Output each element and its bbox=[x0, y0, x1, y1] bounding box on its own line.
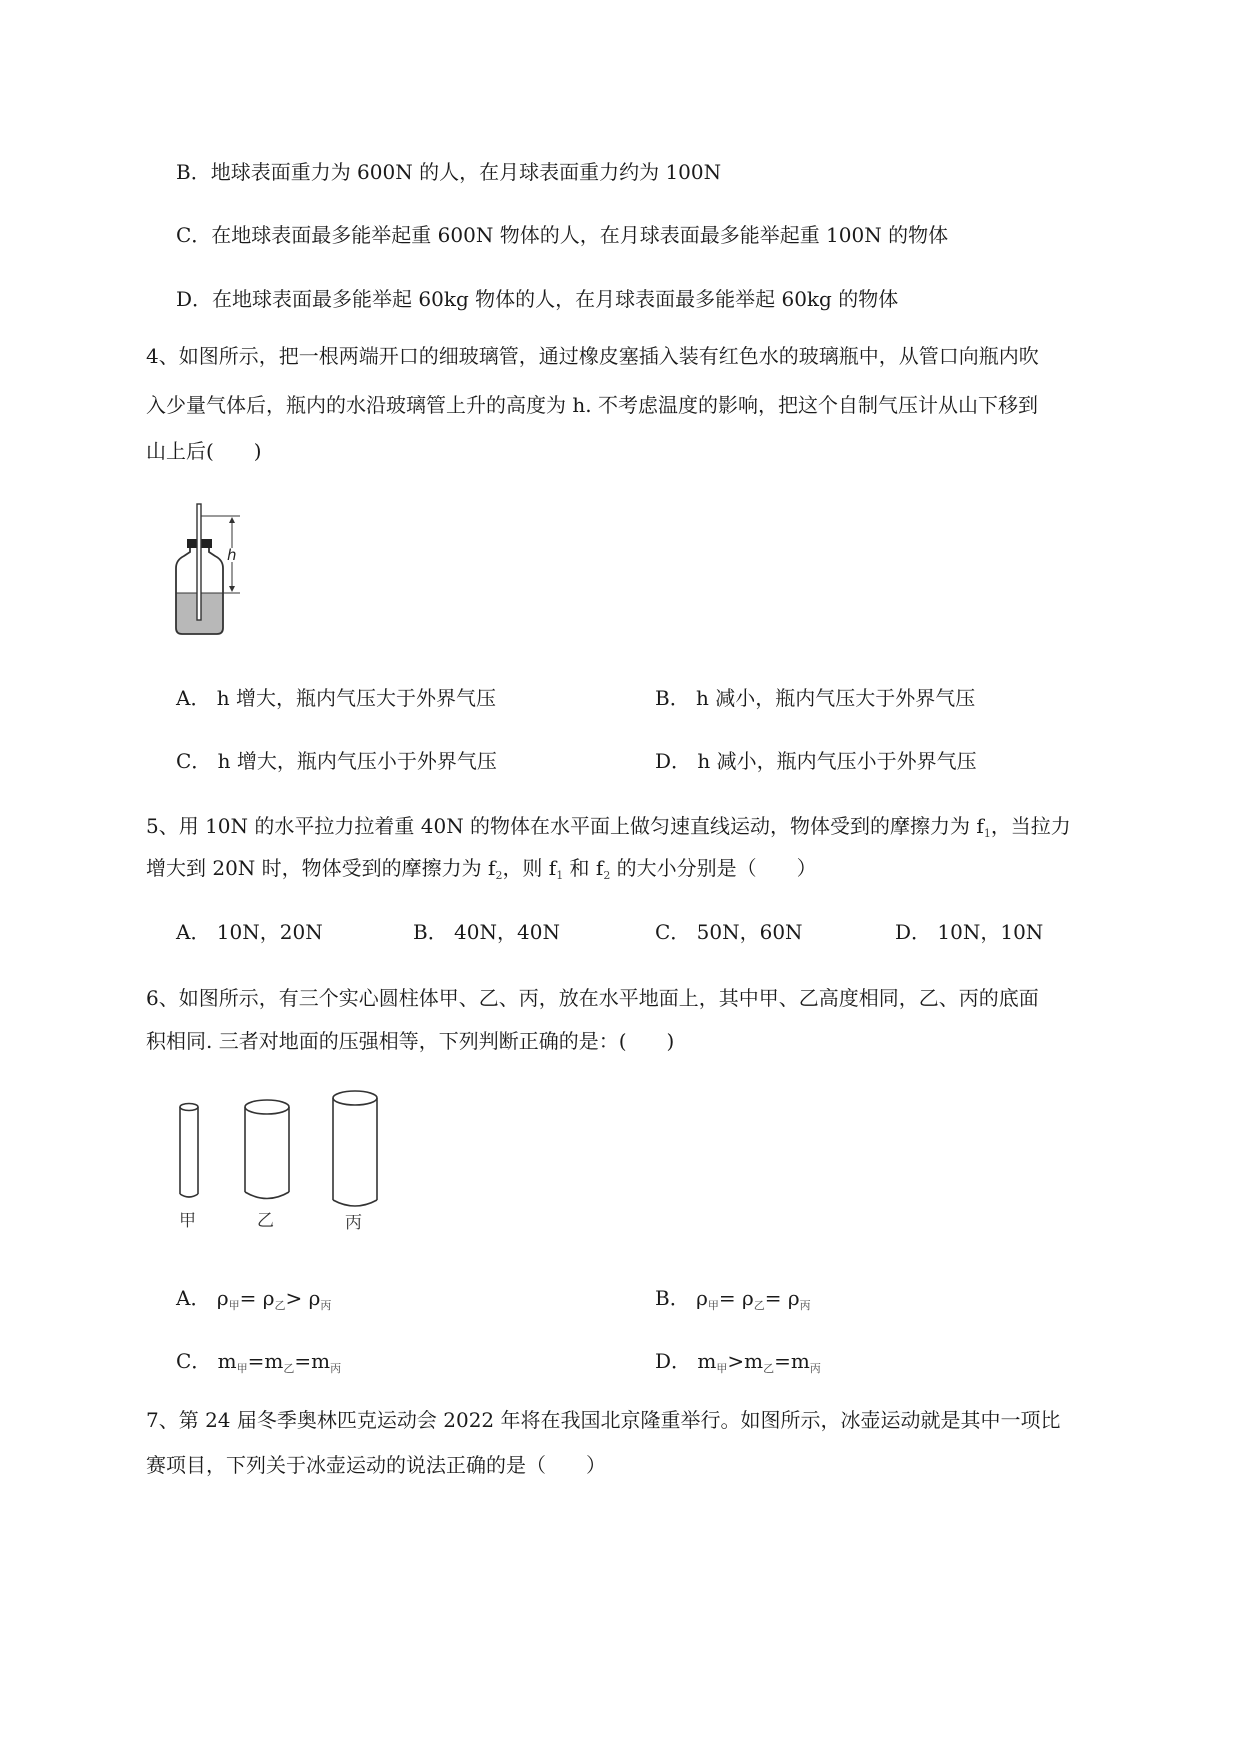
subscript: 甲 bbox=[716, 1362, 728, 1375]
q4-option-c: C． h 增大，瓶内气压小于外界气压 bbox=[176, 749, 497, 773]
q5-text-line-2 bbox=[146, 853, 817, 887]
q4-option-d: D． h 减小，瓶内气压小于外界气压 bbox=[655, 749, 977, 773]
q3-option-b: B．地球表面重力为 600N 的人，在月球表面重力约为 100N bbox=[176, 160, 722, 184]
subscript: 2 bbox=[495, 869, 503, 882]
barometer-figure bbox=[160, 498, 270, 648]
option-prefix: B． bbox=[655, 1286, 690, 1310]
q5-option-b: B． 40N，40N bbox=[413, 920, 560, 944]
subscript: 2 bbox=[603, 869, 611, 882]
q3-option-c: C．在地球表面最多能举起重 600N 物体的人，在月球表面最多能举起重 100N 的物体 bbox=[176, 223, 949, 247]
symbol: = ρ bbox=[239, 1286, 275, 1310]
subscript: 乙 bbox=[283, 1362, 295, 1375]
symbol: m bbox=[217, 1349, 237, 1373]
symbol: =m bbox=[294, 1349, 331, 1373]
q5-option-d: D． 10N，10N bbox=[895, 920, 1044, 944]
symbol: >m bbox=[727, 1349, 764, 1373]
symbol: m bbox=[697, 1349, 717, 1373]
figure-h-label: h bbox=[227, 546, 237, 564]
cylinder-yi bbox=[245, 1100, 289, 1199]
label-bing: 丙 bbox=[345, 1213, 362, 1233]
q5-line1-text: 5、用 10N 的水平拉力拉着重 40N 的物体在水平面上做匀速直线运动，物体受到的摩擦力为 f bbox=[146, 814, 984, 838]
q6-text-line-1: 6、如图所示，有三个实心圆柱体甲、乙、丙，放在水平地面上，其中甲、乙高度相同，乙、丙的底面 bbox=[146, 986, 1039, 1010]
q6-option-b bbox=[655, 1283, 811, 1317]
symbol: =m bbox=[774, 1349, 810, 1373]
option-prefix: C． bbox=[176, 1349, 212, 1373]
q6-option-d bbox=[655, 1346, 821, 1380]
subscript: 丙 bbox=[809, 1362, 821, 1375]
q5-text-line-1 bbox=[146, 811, 1071, 845]
option-prefix: A． bbox=[176, 1286, 211, 1310]
q5-option-c: C． 50N，60N bbox=[655, 920, 803, 944]
q7-text-line-1: 7、第 24 届冬季奥林匹克运动会 2022 年将在我国北京隆重举行。如图所示，冰壶运动就是其中一项比 bbox=[146, 1408, 1061, 1432]
q5-line1-text-end: ，当拉力 bbox=[990, 814, 1071, 838]
q3-option-d: D．在地球表面最多能举起 60kg 物体的人，在月球表面最多能举起 60kg 的物体 bbox=[176, 287, 899, 311]
q4-text-line-3: 山上后( ) bbox=[146, 439, 262, 463]
q5-line2-text-c: 和 f bbox=[563, 856, 604, 880]
q5-line2-text-b: ，则 f bbox=[502, 856, 557, 880]
q6-text-line-2: 积相同. 三者对地面的压强相等，下列判断正确的是：( ) bbox=[146, 1029, 675, 1053]
q4-text-line-1: 4、如图所示，把一根两端开口的细玻璃管，通过橡皮塞插入装有红色水的玻璃瓶中，从管口向瓶内吹 bbox=[146, 344, 1039, 368]
option-prefix: D． bbox=[655, 1349, 692, 1373]
cylinder-bing bbox=[333, 1091, 377, 1206]
symbol: =m bbox=[247, 1349, 284, 1373]
subscript: 乙 bbox=[753, 1299, 765, 1312]
symbol: ρ bbox=[216, 1286, 229, 1310]
q5-line2-text: 增大到 20N 时，物体受到的摩擦力为 f bbox=[146, 856, 496, 880]
subscript: 丙 bbox=[320, 1299, 332, 1312]
q4-option-a: A． h 增大，瓶内气压大于外界气压 bbox=[176, 686, 497, 710]
subscript: 1 bbox=[556, 869, 564, 882]
label-jia: 甲 bbox=[179, 1211, 196, 1231]
q7-text-line-2: 赛项目，下列关于冰壶运动的说法正确的是（ ） bbox=[146, 1453, 606, 1477]
symbol: = ρ bbox=[718, 1286, 754, 1310]
symbol: > ρ bbox=[285, 1286, 321, 1310]
subscript: 丙 bbox=[799, 1299, 811, 1312]
subscript: 乙 bbox=[274, 1299, 286, 1312]
q6-option-c bbox=[176, 1346, 341, 1380]
subscript: 丙 bbox=[330, 1362, 342, 1375]
q6-option-a bbox=[176, 1283, 331, 1317]
subscript: 甲 bbox=[707, 1299, 719, 1312]
q4-option-b: B． h 减小，瓶内气压大于外界气压 bbox=[655, 686, 976, 710]
subscript: 甲 bbox=[228, 1299, 240, 1312]
label-yi: 乙 bbox=[257, 1211, 274, 1231]
subscript: 甲 bbox=[236, 1362, 248, 1375]
cylinders-figure bbox=[170, 1088, 390, 1238]
symbol: = ρ bbox=[764, 1286, 800, 1310]
subscript: 乙 bbox=[763, 1362, 775, 1375]
q4-text-line-2: 入少量气体后，瓶内的水沿玻璃管上升的高度为 h. 不考虑温度的影响，把这个自制气压计从山下移到 bbox=[146, 393, 1038, 417]
subscript: 1 bbox=[983, 827, 991, 840]
q5-option-a: A． 10N，20N bbox=[176, 920, 323, 944]
cylinder-jia bbox=[180, 1104, 198, 1198]
q5-line2-text-d: 的大小分别是（ ） bbox=[610, 856, 817, 880]
symbol: ρ bbox=[696, 1286, 708, 1310]
